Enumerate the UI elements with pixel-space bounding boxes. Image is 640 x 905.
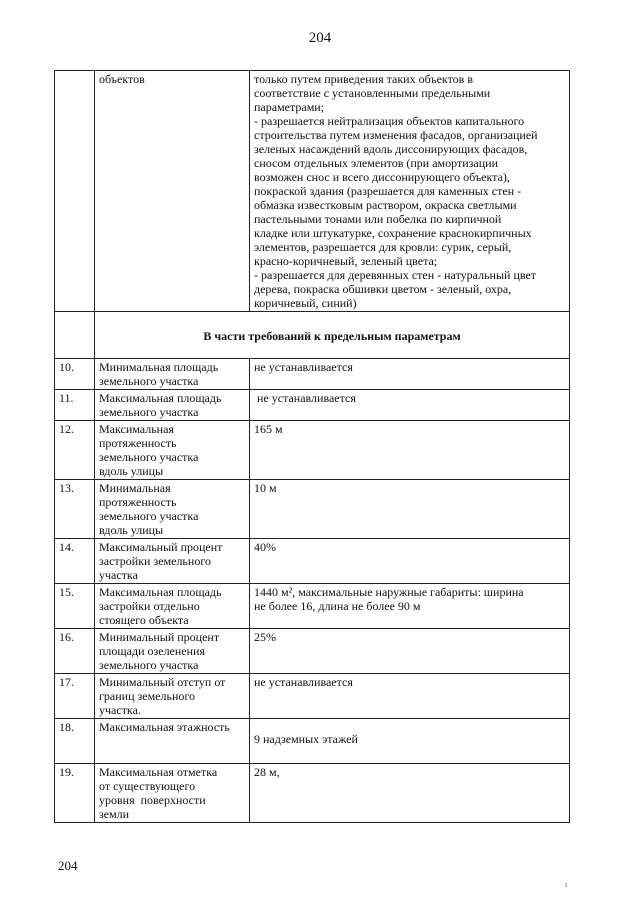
- parameter-name: объектов: [99, 72, 145, 86]
- table-row: [55, 764, 570, 823]
- parameter-value-cell: [250, 71, 570, 312]
- value-line: 25%: [254, 630, 276, 644]
- value-line: не устанавливается: [254, 675, 353, 689]
- parameter-name-cell: [95, 629, 250, 674]
- regulations-table: [54, 70, 570, 823]
- table-row: [55, 359, 570, 390]
- parameter-name-cell: [95, 421, 250, 480]
- parameter-value-cell: [250, 539, 570, 584]
- value-line: кладке или штукатурке, сохранение краснокирпичных: [254, 226, 532, 240]
- parameter-value-cell: [250, 674, 570, 719]
- name-line: земельного участка: [99, 374, 199, 388]
- page-number-bottom: 204: [58, 858, 78, 873]
- name-line: земельного участка: [99, 658, 199, 672]
- value-line: дерева, покраска обшивки цветом - зеленый, охра,: [254, 282, 512, 296]
- row-number: 14.: [55, 539, 95, 584]
- value-line: сносом отдельных элементов (при амортизации: [254, 156, 498, 170]
- value-line: параметрами;: [254, 100, 325, 114]
- value-line: пастельными тонами или побелка по кирпичной: [254, 212, 502, 226]
- parameter-name-cell: [95, 674, 250, 719]
- value-line: элементов, разрешается для кровли: сурик, серый,: [254, 240, 512, 254]
- value-line: 9 надземных этажей: [254, 732, 358, 746]
- parameter-name-cell: [95, 359, 250, 390]
- value-line: не устанавливается: [254, 391, 356, 405]
- name-line: Максимальный процент: [99, 540, 223, 554]
- value-line: строительства путем изменения фасадов, организацией: [254, 128, 538, 142]
- value-line: покраской здания (разрешается для каменных стен -: [254, 184, 522, 198]
- section-heading-cell: [95, 312, 570, 359]
- name-line: участка.: [99, 703, 141, 717]
- parameter-name-cell: [95, 584, 250, 629]
- value-line: зеленых насаждений вдоль диссонирующих фасадов,: [254, 142, 528, 156]
- row-number: 13.: [55, 480, 95, 539]
- row-number-cell: [55, 71, 95, 312]
- row-number-cell: [55, 312, 95, 359]
- value-line: 165 м: [254, 422, 283, 436]
- parameter-value-cell: [250, 584, 570, 629]
- parameter-value-cell: [250, 629, 570, 674]
- value-line: 10 м: [254, 481, 277, 495]
- name-line: Максимальная площадь: [99, 585, 222, 599]
- row-number: 12.: [55, 421, 95, 480]
- table-row: [55, 539, 570, 584]
- parameter-name-cell: [95, 390, 250, 421]
- name-line: участка: [99, 568, 138, 582]
- section-heading: В части требований к предельным параметрам: [203, 329, 461, 343]
- value-line: возможен снос и всего диссонирующего объекта),: [254, 170, 510, 184]
- table-row: [55, 719, 570, 764]
- value-line: - разрешается для деревянных стен - натуральный цвет: [254, 268, 537, 282]
- name-line: вдоль улицы: [99, 464, 164, 478]
- value-line: 1440 м², максимальные наружные габариты: ширина: [254, 585, 524, 599]
- parameter-name-cell: [95, 539, 250, 584]
- row-number: 10.: [55, 359, 95, 390]
- table-row: [55, 421, 570, 480]
- name-line: земельного участка: [99, 405, 199, 419]
- name-line: Максимальная: [99, 422, 174, 436]
- name-line: площади озеленения: [99, 644, 205, 658]
- parameter-value-cell: [250, 359, 570, 390]
- row-number: 16.: [55, 629, 95, 674]
- name-line: Максимальная площадь: [99, 391, 222, 405]
- name-line: протяженность: [99, 495, 177, 509]
- name-line: вдоль улицы: [99, 523, 164, 537]
- table-row: [55, 629, 570, 674]
- value-line: - разрешается нейтрализация объектов капитального: [254, 114, 525, 128]
- value-line: красно-коричневый, зеленый цвета;: [254, 254, 438, 268]
- page-number-top: 204: [308, 30, 332, 46]
- parameter-name-cell: [95, 480, 250, 539]
- name-line: Минимальный отступ от: [99, 675, 226, 689]
- name-line: от существующего: [99, 779, 196, 793]
- name-line: протяженность: [99, 436, 177, 450]
- parameter-name-cell: [95, 719, 250, 764]
- name-line: границ земельного: [99, 689, 196, 703]
- name-line: Минимальный процент: [99, 630, 220, 644]
- parameter-name-cell: [95, 764, 250, 823]
- value-line: не устанавливается: [254, 360, 353, 374]
- table-row-intro: [55, 71, 570, 312]
- name-line: земельного участка: [99, 450, 199, 464]
- scan-mark: ı: [565, 880, 568, 889]
- value-line: соответствие с установленными предельными: [254, 86, 491, 100]
- value-line: 28 м,: [254, 765, 280, 779]
- section-heading-row: [55, 312, 570, 359]
- value-line: только путем приведения таких объектов в: [254, 72, 473, 86]
- name-line: стоящего объекта: [99, 613, 189, 627]
- value-line: коричневый, синий): [254, 296, 357, 310]
- name-line: Максимальная отметка: [99, 765, 218, 779]
- name-line: уровня поверхности: [99, 793, 206, 807]
- table-row: [55, 480, 570, 539]
- name-line: Максимальная этажность: [99, 720, 230, 734]
- row-number: 18.: [55, 719, 95, 764]
- row-number: 15.: [55, 584, 95, 629]
- value-line: обмазка известковым раствором, окраска светлыми: [254, 198, 517, 212]
- parameter-value-cell: [250, 719, 570, 764]
- name-line: Минимальная: [99, 481, 171, 495]
- parameter-value-cell: [250, 764, 570, 823]
- name-line: застройки земельного: [99, 554, 211, 568]
- name-line: застройки отдельно: [99, 599, 200, 613]
- row-number: 11.: [55, 390, 95, 421]
- table-row: [55, 674, 570, 719]
- table-row: [55, 390, 570, 421]
- table-row: [55, 584, 570, 629]
- parameter-value-cell: [250, 390, 570, 421]
- parameter-value-cell: [250, 480, 570, 539]
- value-line: 40%: [254, 540, 276, 554]
- name-line: земельного участка: [99, 509, 199, 523]
- name-line: Минимальная площадь: [99, 360, 219, 374]
- name-line: земли: [99, 807, 130, 821]
- row-number: 19.: [55, 764, 95, 823]
- parameter-name-cell: [95, 71, 250, 312]
- value-line: не более 16, длина не более 90 м: [254, 599, 421, 613]
- row-number: 17.: [55, 674, 95, 719]
- parameter-value-cell: [250, 421, 570, 480]
